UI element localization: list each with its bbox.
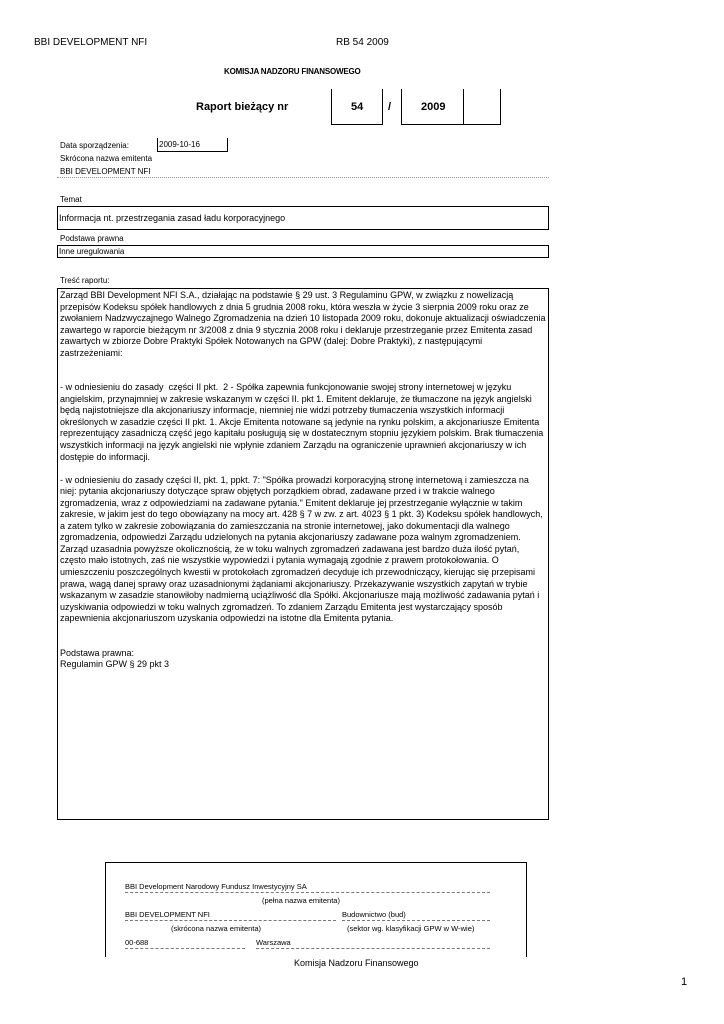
sector-caption: (sektor wg. klasyfikacji GPW w W-wie)	[347, 924, 475, 933]
sector-line	[342, 920, 490, 921]
report-slash: /	[388, 101, 392, 113]
report-number: 54	[351, 101, 364, 113]
footer-commission: Komisja Nadzoru Finansowego	[294, 958, 419, 968]
short-name-footer-value: BBI DEVELOPMENT NFI	[125, 910, 210, 919]
page-number: 1	[681, 976, 688, 988]
report-content	[57, 288, 549, 820]
city-line	[256, 948, 490, 949]
postal-code: 00-688	[125, 938, 149, 947]
report-extra-box	[464, 89, 501, 125]
date-label: Data sporządzenia:	[60, 141, 129, 150]
content-paragraph: Zarząd BBI Development NFI S.A., działając na podstawie § 29 ust. 3 Regulaminu GPW, w związku z nowelizacją przepisów Kodeksu spółek handlowych z dnia 5 grudnia 2008 roku, która weszła w życie 3 sierpnia 2009 roku oraz ze zwołaniem Nadzwyczajnego Walnego Zgromadzenia na dzień 10 listopada 2009 roku, dokonuje aktualizacji oświadczenia zawartego w raporcie bieżącym nr 3/2008 z dnia 9 stycznia 2008 roku i deklaruje przestrzeganie przez Emitenta zasad zawartych w zbiorze Dobre Praktyki Spółek Notowanych na GPW (dalej: Dobre Praktyki), z następującymi zastrzeżeniami:	[60, 290, 548, 358]
report-number-box	[331, 89, 383, 125]
city: Warszawa	[256, 938, 291, 947]
short-name-value: BBI DEVELOPMENT NFI	[60, 167, 151, 176]
footer-box	[105, 862, 527, 957]
divider	[57, 177, 549, 178]
sector-value: Budownictwo (bud)	[342, 910, 406, 919]
content-label: Treść raportu:	[60, 276, 110, 285]
full-name-caption: (pełna nazwa emitenta)	[262, 896, 340, 905]
date-value: 2009-10-16	[157, 138, 228, 152]
short-name-label: Skrócona nazwa emitenta	[60, 154, 153, 163]
report-label: Raport bieżący nr	[196, 101, 289, 113]
report-year-box	[401, 89, 464, 125]
commission-title: KOMISJA NADZORU FINANSOWEGO	[224, 67, 361, 76]
report-year: 2009	[421, 101, 446, 113]
subject-value: Informacja nt. przestrzegania zasad ładu korporacyjnego	[57, 206, 549, 230]
header-report-ref: RB 54 2009	[336, 37, 389, 48]
short-name-caption: (skrócona nazwa emitenta)	[171, 924, 262, 933]
legal-basis-value: Inne uregulowania	[57, 245, 549, 258]
full-name-value: BBI Development Narodowy Fundusz Inwestycyjny SA	[125, 882, 307, 891]
subject-label: Temat	[60, 195, 82, 204]
postal-code-line	[125, 948, 245, 949]
header-company: BBI DEVELOPMENT NFI	[34, 37, 148, 48]
content-paragraph: - w odniesieniu do zasady części II, pkt. 1, ppkt. 7: "Spółka prowadzi korporacyjną stronę internetową i zamieszcza na niej: pytania akcjonariuszy dotyczące spraw objętych porządkiem obrad, zadawane przed i w trakcie walnego zgromadzenia, wraz z odpowiedziami na zadawane pytania." Emitent deklaruje jej przestrzeganie wyłącznie w takim zakresie, w jakim jest do tego obowiązany na mocy art. 428 § 7 w zw. z art. 4023 § 1 pkt. 3) Kodeksu spółek handlowych, a zatem tylko w zakresie zobowiązania do zamieszczania na stronie internetowej, jako dokumentacji dla walnego zgromadzenia, odpowiedzi Zarządu udzielonych na pytania akcjonariuszy zadawane poza walnym zgromadzeniem. Zarząd uzasadnia powyższe okolicznością, że w toku walnych zgromadzeń zadawana jest bardzo duża ilość pytań, często mało istotnych, zaś nie wszystkie wypowiedzi i pytania wymagają zgodnie z prawem protokołowania. O umieszczeniu poszczególnych kwestii w protokołach zgromadzeń decyduje ich przewodniczący, kierując się przepisami prawa, wagą danej sprawy oraz uzasadnionymi żądaniami akcjonariuszy. Przekazywanie wszystkich zapytań w trybie wskazanym w zasadzie stanowiłoby nadmierną uciążliwość dla Spółki. Akcjonariusze mają możliwość zadawania pytań i uzyskiwania odpowiedzi w toku walnych zgromadzeń. To zdaniem Zarządu Emitenta jest wystarczający sposób zapewnienia akcjonariuszom uzyskania odpowiedzi na istotne dla Emitenta pytania.	[60, 474, 546, 624]
content-paragraph: - w odniesieniu do zasady części II pkt. 2 - Spółka zapewnia funkcjonowanie swojej strony internetowej w języku angielskim, przynajmniej w zakresie wskazanym w części II. pkt 1. Emitent deklaruje, że tłumaczone na język angielski będą najistotniejsze dla akcjonariuszy informacje, niemniej nie widzi potrzeby tłumaczenia wszystkich informacji określonych w zasadzie części II pkt. 1. Akcje Emitenta notowane są jedynie na rynku polskim, a akcjonariusze Emitenta reprezentujący zasadniczą część jego kapitału posługują się w dostatecznym stopniu językiem polskim. Brak tłumaczenia wszystkich informacji na język angielski nie wpłynie zdaniem Zarządu na ograniczenie uprawnień akcjonariuszy w ich dostępie do informacji.	[60, 382, 546, 462]
short-name-line	[125, 920, 336, 921]
full-name-line	[125, 892, 490, 893]
legal-basis-label: Podstawa prawna	[60, 234, 124, 243]
content-paragraph: Podstawa prawna: Regulamin GPW § 29 pkt 3	[60, 647, 170, 670]
